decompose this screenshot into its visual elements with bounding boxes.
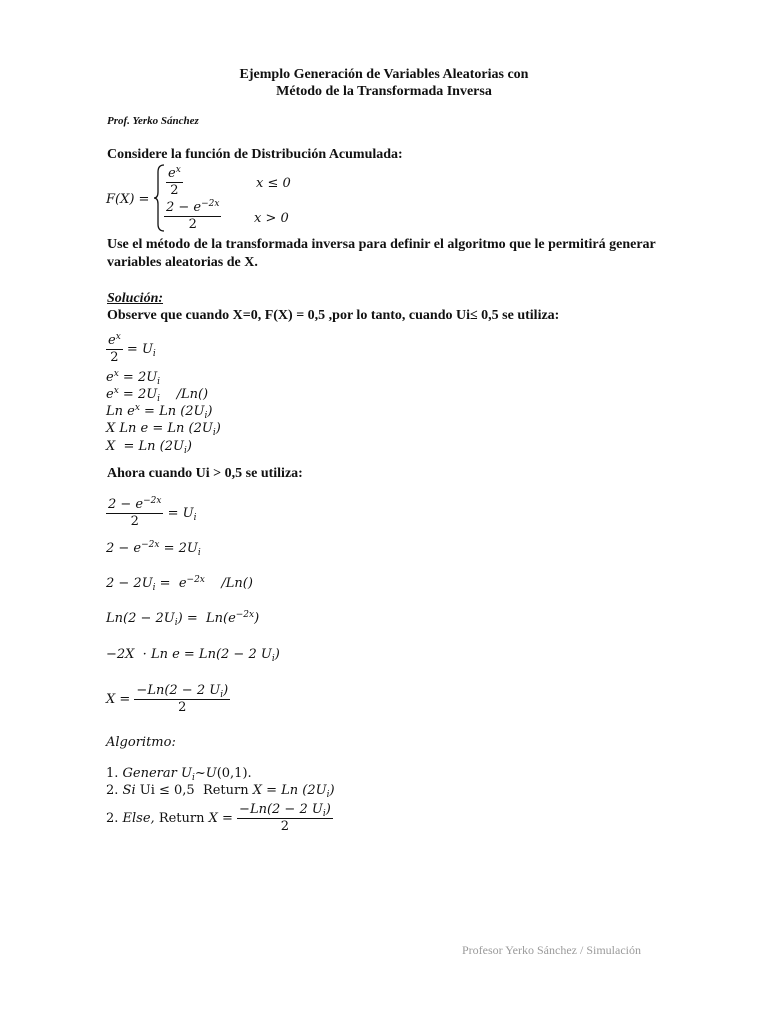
- task-line-1: Use el método de la transformada inversa para definir el algoritmo que le permitirá generar: [107, 237, 656, 252]
- eq-8: $2 - e^{-2x} = 2U_i$: [106, 540, 201, 558]
- eq-9: $2 - 2U_i = e^{-2x}$ /Ln(): [106, 575, 253, 593]
- eq-6: X = Ln $(2U_i)$: [106, 439, 192, 456]
- title-line-2: Método de la Transformada Inversa: [276, 84, 492, 99]
- intro-text: Considere la función de Distribución Acumulada:: [107, 147, 403, 162]
- author: Prof. Yerko Sánchez: [107, 115, 199, 127]
- footer: Profesor Yerko Sánchez / Simulación: [462, 943, 641, 957]
- case1-condition: x ≤ 0: [256, 176, 291, 191]
- eq-10: $Ln(2 - 2U_i) = Ln(e^{-2x})$: [106, 610, 260, 628]
- eq-3: $e^x = 2U_i$ /Ln(): [106, 386, 209, 404]
- alg-step-2: 2. Si Ui ≤ 0,5 Return X = Ln $(2U_i)$: [106, 783, 335, 800]
- eq-12: X = $\frac{-Ln(2 - 2 U_i)}{2}$: [106, 683, 229, 715]
- solution-heading: Solución:: [107, 291, 164, 306]
- case1-expression: $\frac{e^x}{2}$: [168, 165, 181, 198]
- eq-7: $\frac{2 - e^{-2x}}{2}$ = $U_i$: [108, 496, 197, 529]
- eq-5: X Ln e = Ln $(2U_i)$: [106, 421, 221, 438]
- task-line-2: variables aleatorias de X.: [107, 255, 258, 270]
- eq-2: $e^x = 2U_i$: [106, 369, 161, 387]
- observe-text: Observe que cuando X=0, F(X) = 0,5 ,por lo tanto, cuando Ui≤ 0,5 se utiliza:: [107, 308, 560, 323]
- alg-step-1: 1. Generar $U_i\sim U(0,1)$.: [106, 766, 252, 783]
- case2-expression: $\frac{2 - e^{-2x}}{2}$: [166, 199, 220, 232]
- now-when-text: Ahora cuando Ui > 0,5 se utiliza:: [107, 466, 303, 481]
- eq-11: −2X · Ln e = Ln(2 − 2 $U_i$): [106, 647, 280, 664]
- algorithm-label: Algoritmo:: [106, 735, 176, 750]
- title-line-1: Ejemplo Generación de Variables Aleatorias con: [239, 67, 529, 82]
- alg-step-3: 2. Else, Return X = $\frac{-Ln(2 - 2 U_i)}{2}$: [106, 802, 331, 834]
- eq-4: Ln $e^x = Ln$ $(2U_i)$: [106, 403, 213, 421]
- eq-1: $\frac{e^x}{2}$ = $U_i$: [108, 332, 156, 365]
- f-lhs: F(X) =: [106, 192, 150, 207]
- case2-condition: x > 0: [254, 211, 289, 226]
